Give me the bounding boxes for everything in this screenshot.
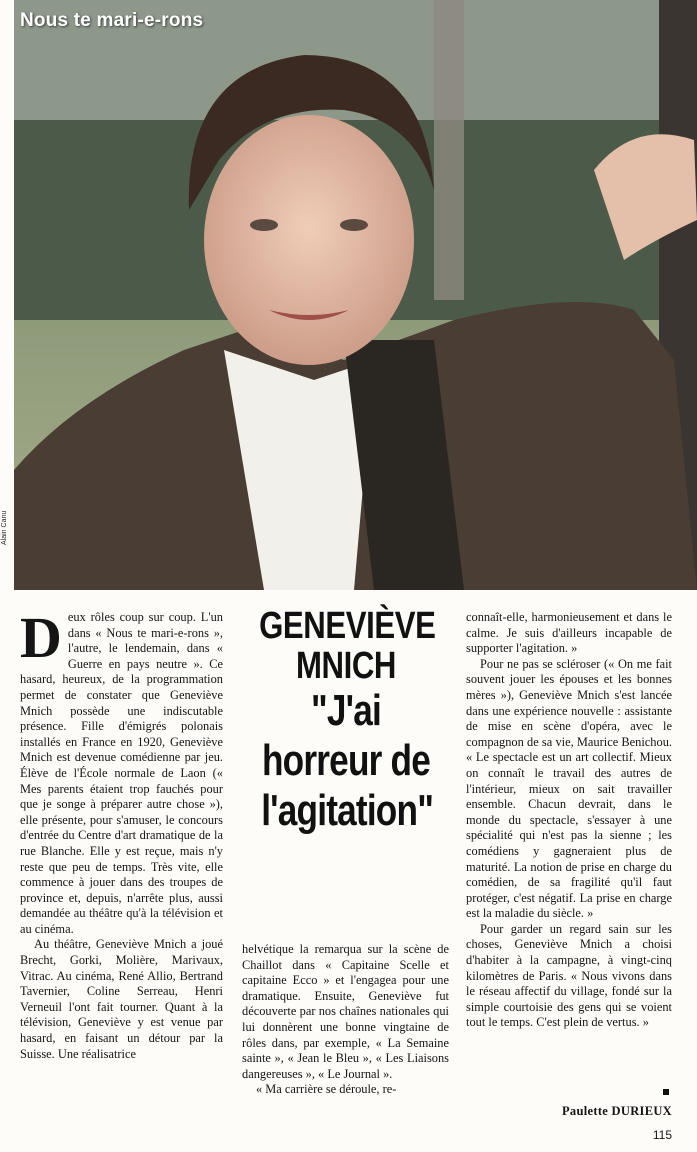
portrait-illustration: [14, 0, 697, 590]
article-column-1: [20, 605, 223, 1062]
title-quote-line-1: "J'ai: [311, 686, 381, 735]
title-first-name: GENEVIÈVE: [259, 605, 436, 647]
paragraph: helvétique la remarqua sur la scène de Chaillot dans « Capitaine Scelle et capitaine Ecco » et l'engagea pour une dramatique. Ensuite, Geneviève fut découverte par nos chaînes nationales qui lui donnèrent une bonne vingtaine de rôles dans, par exemple, « La Semaine sainte », « Jean le Bleu », « Les Liaisons dangereuses », « Le Journal ».: [242, 942, 449, 1081]
paragraph: connaît-elle, harmonieusement et dans le calme. Je suis d'ailleurs incapable de supporter l'agitation. »: [466, 610, 672, 656]
paragraph: eux rôles coup sur coup. L'un dans « Nous te mari-e-rons », l'autre, le lendemain, dans « Guerre en pays neutre ». Ce hasard, heureux, de la programmation permet de constater que Geneviève Mnich possède une indiscutable présence. Fille d'émigrés polonais installés en France en 1920, Geneviève Mnich est devenue comédienne par jeu. Élève de l'École normale de Laon (« Mes parents étaient trop fauchés pour que je songe à préparer autre chose »), elle présente, pour s'amuser, le concours d'entrée du Centre d'art dramatique de la rue Blanche. Elle y est reçue, mais n'y reste que peu de temps. Très vite, elle commence à jouer dans des troupes de province et, depuis, n'arrête plus, aussi demandée au théâtre qu'à la télévision et au cinéma.: [20, 610, 223, 936]
portrait-photo: [14, 0, 697, 590]
title-last-name: MNICH: [295, 645, 397, 687]
paragraph: « Ma carrière se déroule, re-: [256, 1082, 397, 1097]
author-signature: Paulette DURIEUX: [562, 1104, 672, 1118]
title-quote-line-3: l'agitation": [261, 786, 434, 835]
article-column-3: [466, 610, 672, 1031]
article-title: [240, 606, 452, 836]
end-mark: [663, 1089, 669, 1095]
photo-credit: Alain Canu: [1, 510, 8, 545]
article-column-2: [242, 942, 449, 1098]
title-quote-line-2: horreur de: [261, 736, 431, 785]
paragraph: Pour ne pas se scléroser (« On me fait souvent jouer les épouses et les bonnes mères »), Geneviève Mnich s'est lancée dans une expérience nouvelle : assistante de mise en scène d'opéra, avec le compagnon de sa vie, Maurice Benichou. « Le spectacle est un art collectif. Mieux on connaît le travail des autres de l'intérieur, mieux on sait travailler ensemble. Chacun devrait, dans le monde du spectacle, s'essayer à une spécialité qui n'est pas la sienne ; les comédiens y gagneraient plus de maturité. La notion de prise en charge du comédien, de sa fragilité qu'il faut protéger, c'est négatif. La prise en charge est la maladie du siècle. »: [466, 656, 672, 921]
header-label: Nous te mari-e-rons: [20, 10, 204, 31]
dropcap: D: [20, 605, 62, 670]
paragraph: Pour garder un regard sain sur les choses, Geneviève Mnich a choisi d'habiter à la campagne, à vingt-cinq kilomètres de Paris. « Nous vivons dans le réseau affectif du village, fondé sur la simple courtoisie des gens qui se voient tout le temps. C'est plein de vertus. »: [466, 921, 672, 1030]
page-number: 115: [652, 1128, 672, 1142]
paragraph: Au théâtre, Geneviève Mnich a joué Brecht, Gorki, Molière, Marivaux, Vitrac. Au cinéma, René Allio, Bertrand Tavernier, Coline Serreau, Henri Verneuil l'ont fait tourner. Quant à la télévision, Geneviève y est venue par hasard, en faisant un détour par la Suisse. Une réalisatrice: [20, 937, 223, 1061]
